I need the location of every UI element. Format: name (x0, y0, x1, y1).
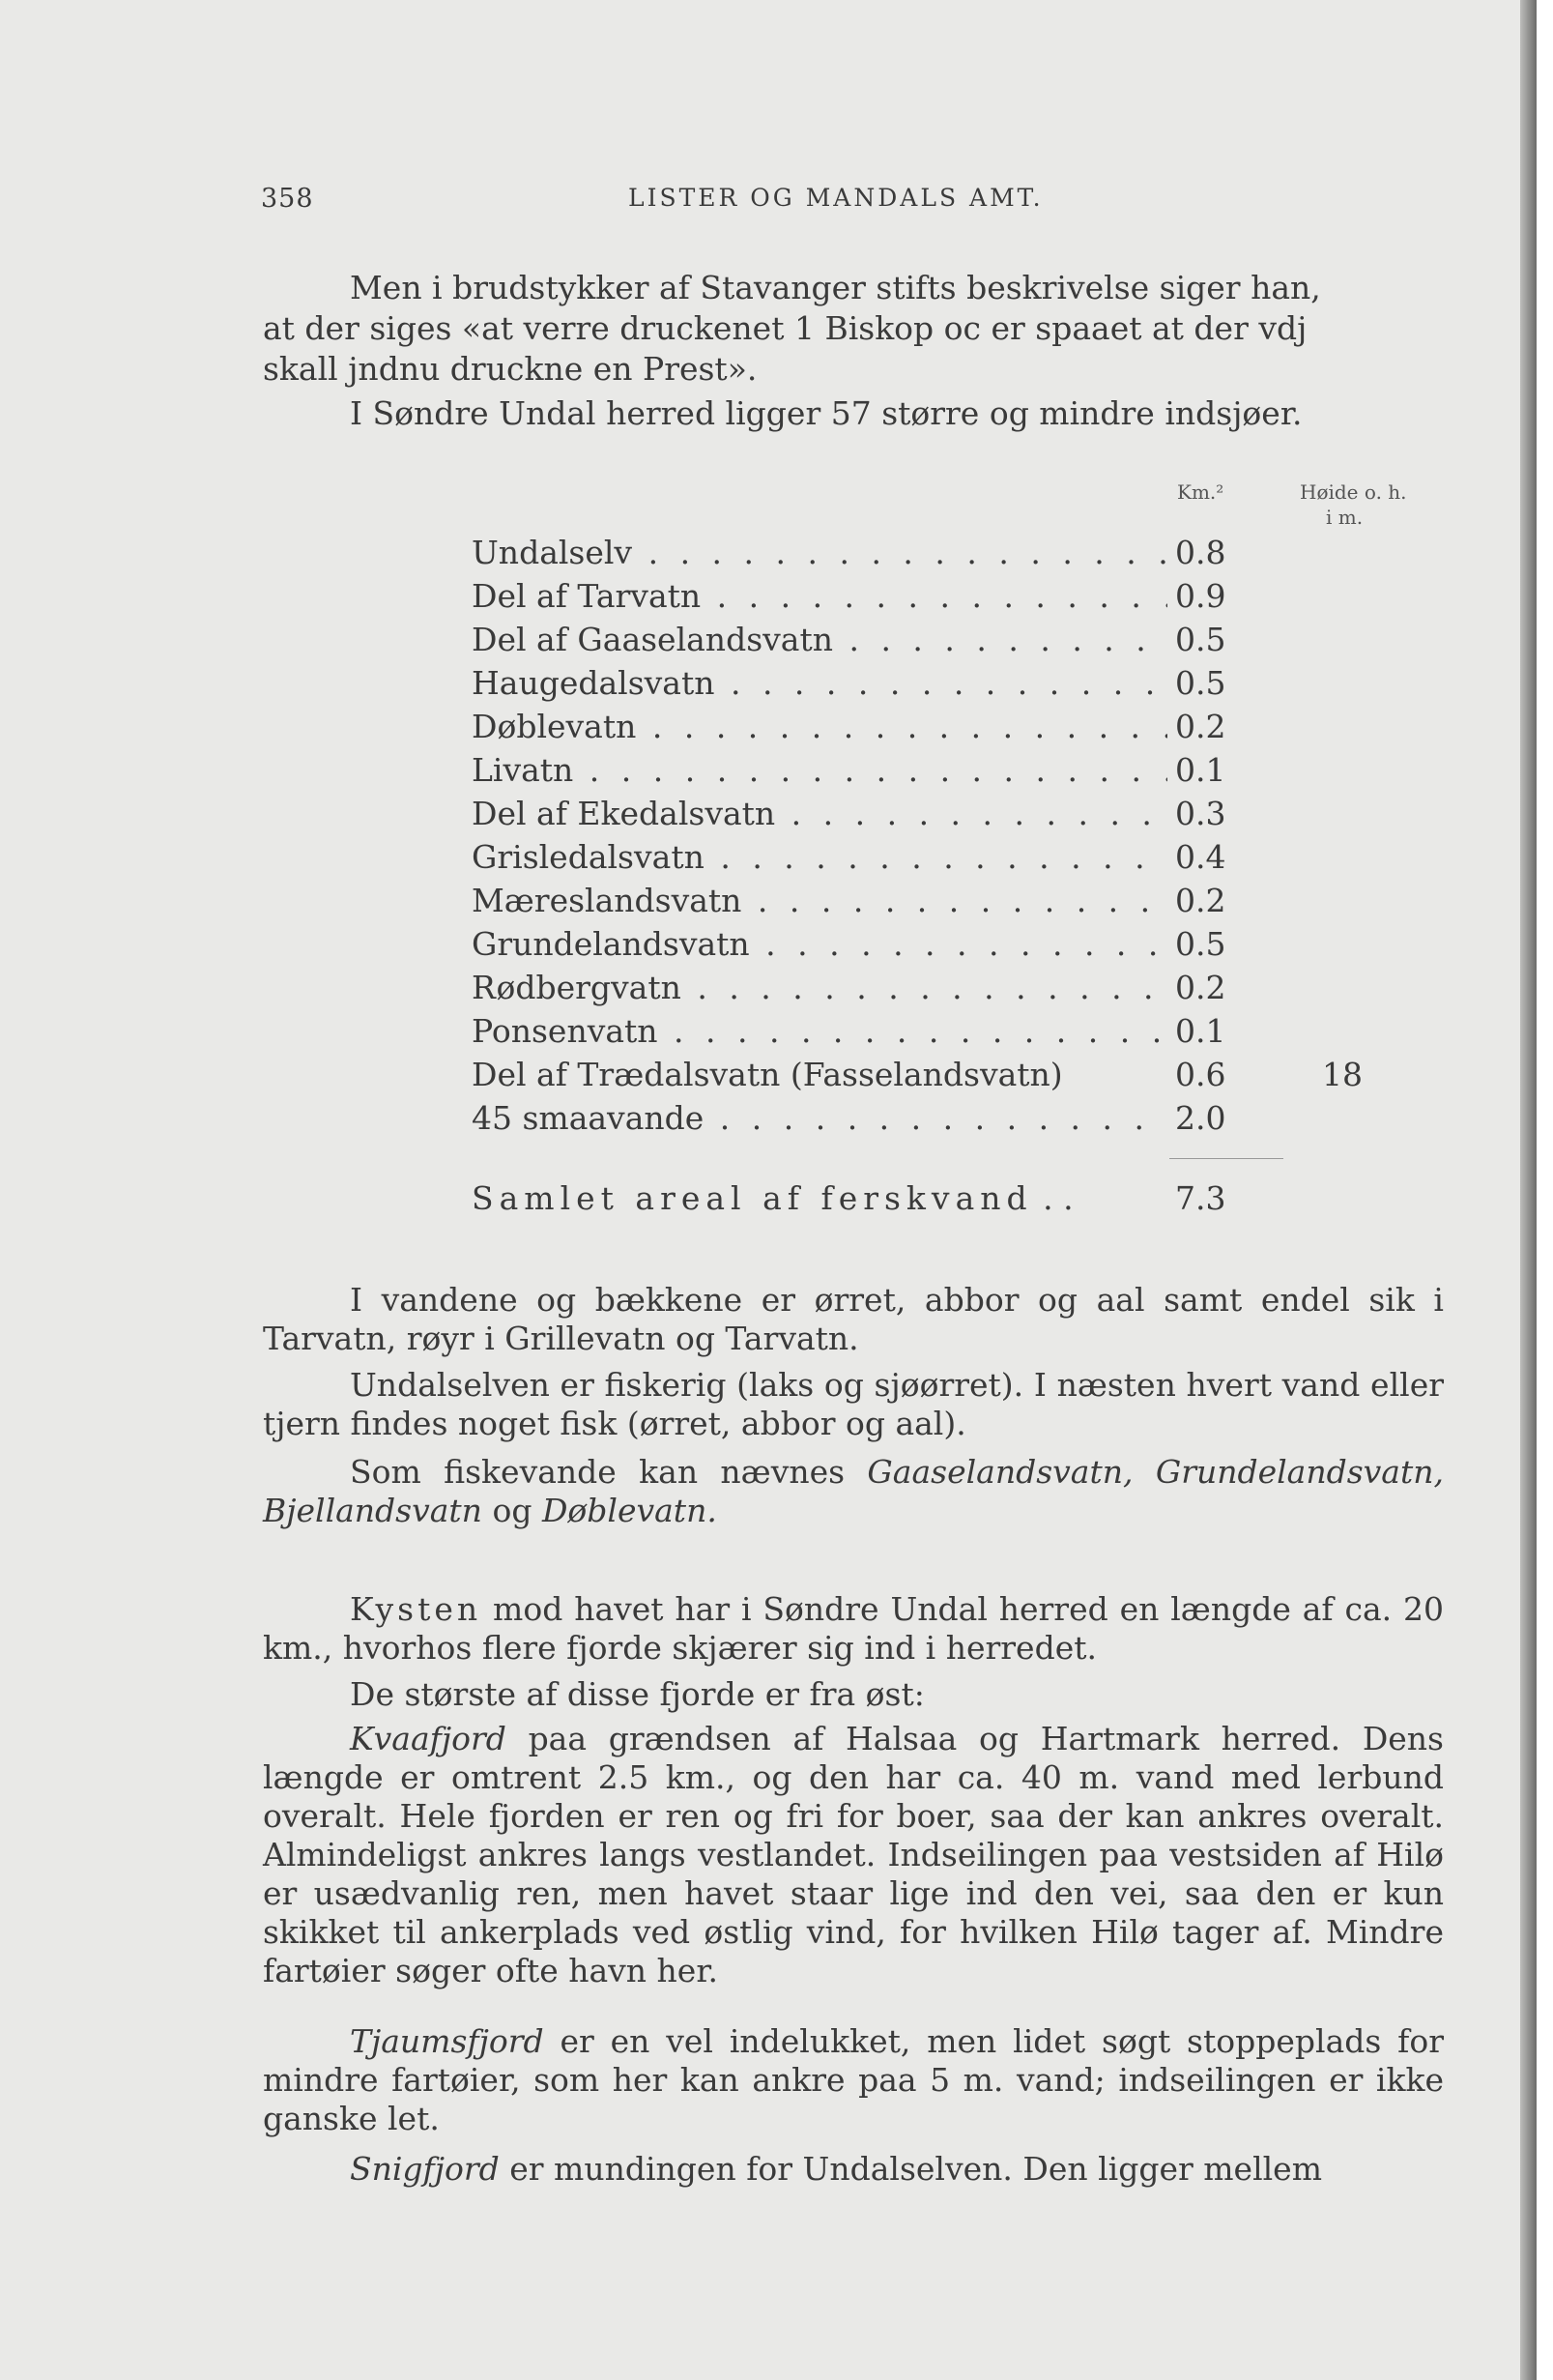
lake-name: Bjellandsvatn (263, 1492, 482, 1529)
intro-quote-line3: skall jndnu druckne en Prest». (263, 350, 758, 388)
spaced-heading: Kysten (350, 1590, 482, 1628)
snigfjord-paragraph: Snigfjord er mundingen for Undalselven. Den ligger mellem (350, 2150, 1323, 2188)
total-rule (1169, 1158, 1283, 1159)
table-row: Undalselv . . . 0.8 (472, 534, 1380, 577)
fjord-name: Snigfjord (350, 2150, 500, 2188)
lake-name: Grundelandsvatn, (1155, 1453, 1444, 1491)
fjord-name: Kvaafjord (350, 1720, 506, 1757)
total-label: Samlet areal af ferskvand (472, 1179, 1033, 1217)
intro-quote-line1: Men i brudstykker af Stavanger stifts beskrivelse siger han, (350, 269, 1321, 306)
page-header (261, 184, 1450, 222)
fish-paragraph-2: Undalselven er fiskerig (laks og sjøørret). I næsten hvert vand eller tjern findes noget fisk (ørret, abbor og aal). (263, 1366, 1444, 1442)
table-row: Rødbergvatn . . . 0.2 (472, 969, 1380, 1012)
tjaumsfjord-paragraph: Tjaumsfjord er en vel indelukket, men lidet søgt stoppeplads for mindre fartøier, som her kan ankre paa 5 m. vand; indseilingen er ikke ganske let. (263, 2022, 1445, 2137)
table-row: Livatn . . . 0.1 (472, 751, 1380, 795)
table-row: Del af Ekedalsvatn . . . 0.3 (472, 795, 1380, 838)
table-row: Del af Gaaselandsvatn . . . 0.5 (472, 621, 1380, 664)
lake-name: Døblevatn. (541, 1492, 717, 1529)
column-header-hoide-unit: i m. (1326, 506, 1364, 529)
fish-paragraph-3: Som fiskevande kan nævnes Gaaselandsvatn, Grundelandsvatn, Bjellandsvatn og Døblevatn. (263, 1453, 1444, 1529)
total-row: Samlet areal af ferskvand . . 7.3 (472, 1179, 1226, 1217)
table-row: Grisledalsvatn . . . 0.4 (472, 838, 1380, 882)
intro-quote-line2: at der siges «at verre druckenet 1 Biskop oc er spaaet at der vdj (263, 309, 1308, 347)
fjord-name: Tjaumsfjord (350, 2022, 544, 2060)
table-row: Døblevatn . . . 0.2 (472, 708, 1380, 751)
kvaafjord-paragraph: Kvaafjord paa grændsen af Halsaa og Hartmark herred. Dens længde er omtrent 2.5 km., og den har ca. 40 m. vand med lerbund overalt. Hele fjorden er ren og fri for boer, saa der kan ankres overalt. Almindeligst ankres langs vestlandet. Indseilingen paa vestsiden af Hilø er usædvanlig ren, men havet staar lige ind den vei, saa den er kun skikket til ankerplads ved østlig vind, for hvilken Hilø tager af. Mindre fartøier søger ofte havn her. (263, 1720, 1444, 1989)
lakes-intro: I Søndre Undal herred ligger 57 større og mindre indsjøer. (350, 394, 1303, 432)
running-title: LISTER OG MANDALS AMT. (628, 184, 1044, 212)
lake-name: Gaaselandsvatn, (867, 1453, 1134, 1491)
page-edge-shadow (1520, 0, 1537, 2380)
column-header-hoide: Høide o. h. (1300, 480, 1407, 504)
column-header-km: Km.² (1177, 480, 1224, 504)
fish-paragraph-1: I vandene og bækkene er ørret, abbor og aal samt endel sik i Tarvatn, røyr i Grillevatn og Tarvatn. (263, 1281, 1444, 1357)
table-row: 45 smaavande . . . 2.0 (472, 1099, 1380, 1143)
table-row: Del af Trædalsvatn (Fasselandsvatn) 0.6 18 (472, 1056, 1363, 1093)
coast-paragraph-2: De største af disse fjorde er fra øst: (350, 1675, 925, 1713)
table-row: Haugedalsvatn . . . 0.5 (472, 664, 1380, 708)
table-row: Mæreslandsvatn . . . 0.2 (472, 882, 1380, 925)
page-number: 358 (261, 184, 314, 214)
table-row: Ponsenvatn . . . 0.1 (472, 1012, 1380, 1056)
coast-paragraph-1: Kysten mod havet har i Søndre Undal herred en længde af ca. 20 km., hvorhos flere fjorde skjærer sig ind i herredet. (263, 1590, 1444, 1667)
table-row: Grundelandsvatn . . . 0.5 (472, 925, 1380, 969)
total-value: 7.3 (1175, 1179, 1226, 1217)
lakes-table (472, 534, 1380, 1143)
table-row: Del af Tarvatn . . . 0.9 (472, 577, 1380, 621)
